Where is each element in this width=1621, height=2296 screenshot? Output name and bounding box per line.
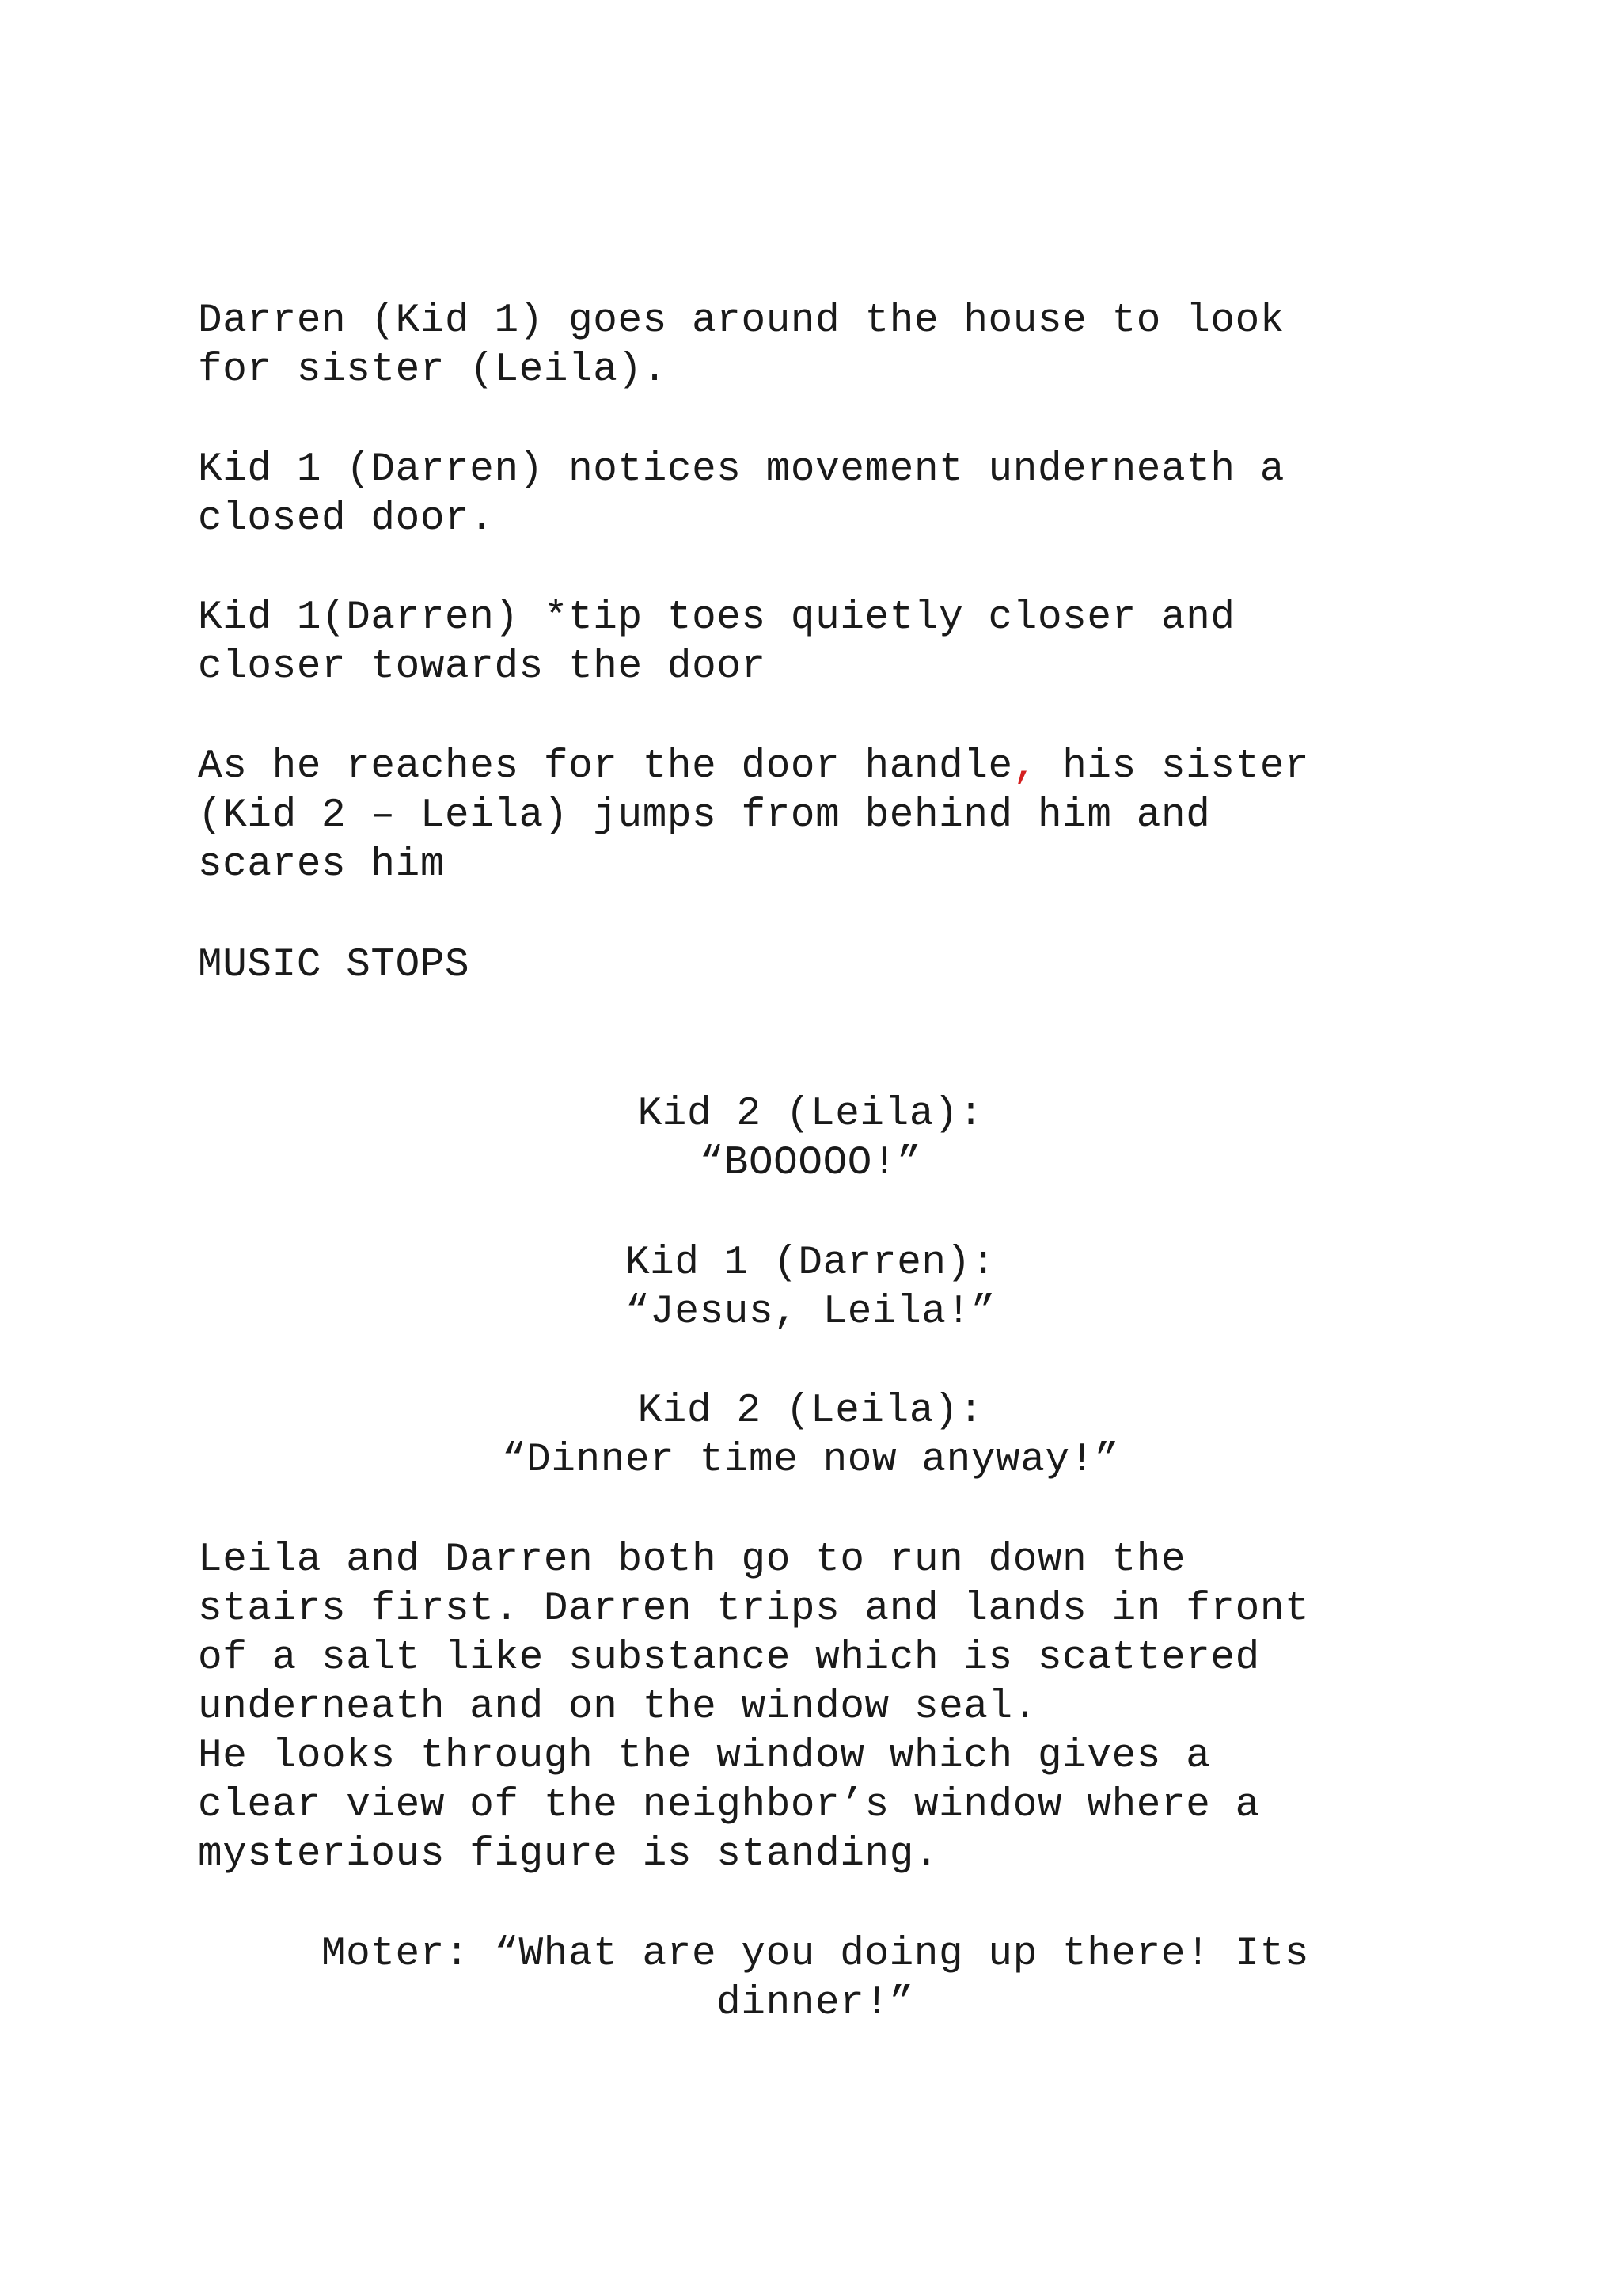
- character-name: Kid 1 (Darren):: [624, 1241, 997, 1286]
- mother-dialogue: [261, 1930, 1369, 2028]
- action-rest: (Kid 2 – Leila) jumps from behind him and scares him: [198, 793, 1211, 888]
- action-darren-looks: Darren (Kid 1) goes around the house to look for sister (Leila).: [198, 298, 1285, 393]
- action-stairs-window: Leila and Darren both go to run down the stairs first. Darren trips and lands in front of a salt like substance which is scattered underneath and on the window seal. He looks through the window which gives a clear view of the neighbor’s window where a mysterious figure is standing.: [198, 1538, 1310, 1877]
- mother-line-1: Moter: “What are you doing up there! Its: [321, 1932, 1310, 1977]
- dialogue-block-3: [0, 1387, 1621, 1485]
- action-sister-scares: [198, 743, 1433, 890]
- red-comma: ,: [1012, 744, 1038, 789]
- action-tip-toes: Kid 1(Darren) *tip toes quietly closer and closer towards the door: [198, 595, 1236, 690]
- action-part1: As he reaches for the door handle: [198, 744, 1013, 789]
- dialogue-line: “Dinner time now anyway!”: [501, 1438, 1120, 1483]
- character-name: Kid 2 (Leila):: [637, 1092, 984, 1137]
- dialogue-line: “Jesus, Leila!”: [624, 1290, 997, 1335]
- music-stops: MUSIC STOPS: [198, 943, 470, 988]
- dialogue-line: “BOOOOO!”: [699, 1141, 922, 1186]
- character-name: Kid 2 (Leila):: [637, 1389, 984, 1434]
- action-notices-movement: Kid 1 (Darren) notices movement underneath a closed door.: [198, 447, 1285, 542]
- dialogue-block-2: [0, 1239, 1621, 1337]
- dialogue-block-1: [0, 1090, 1621, 1188]
- action-part2: his sister: [1037, 744, 1310, 789]
- mother-line-2: dinner!”: [716, 1981, 914, 2026]
